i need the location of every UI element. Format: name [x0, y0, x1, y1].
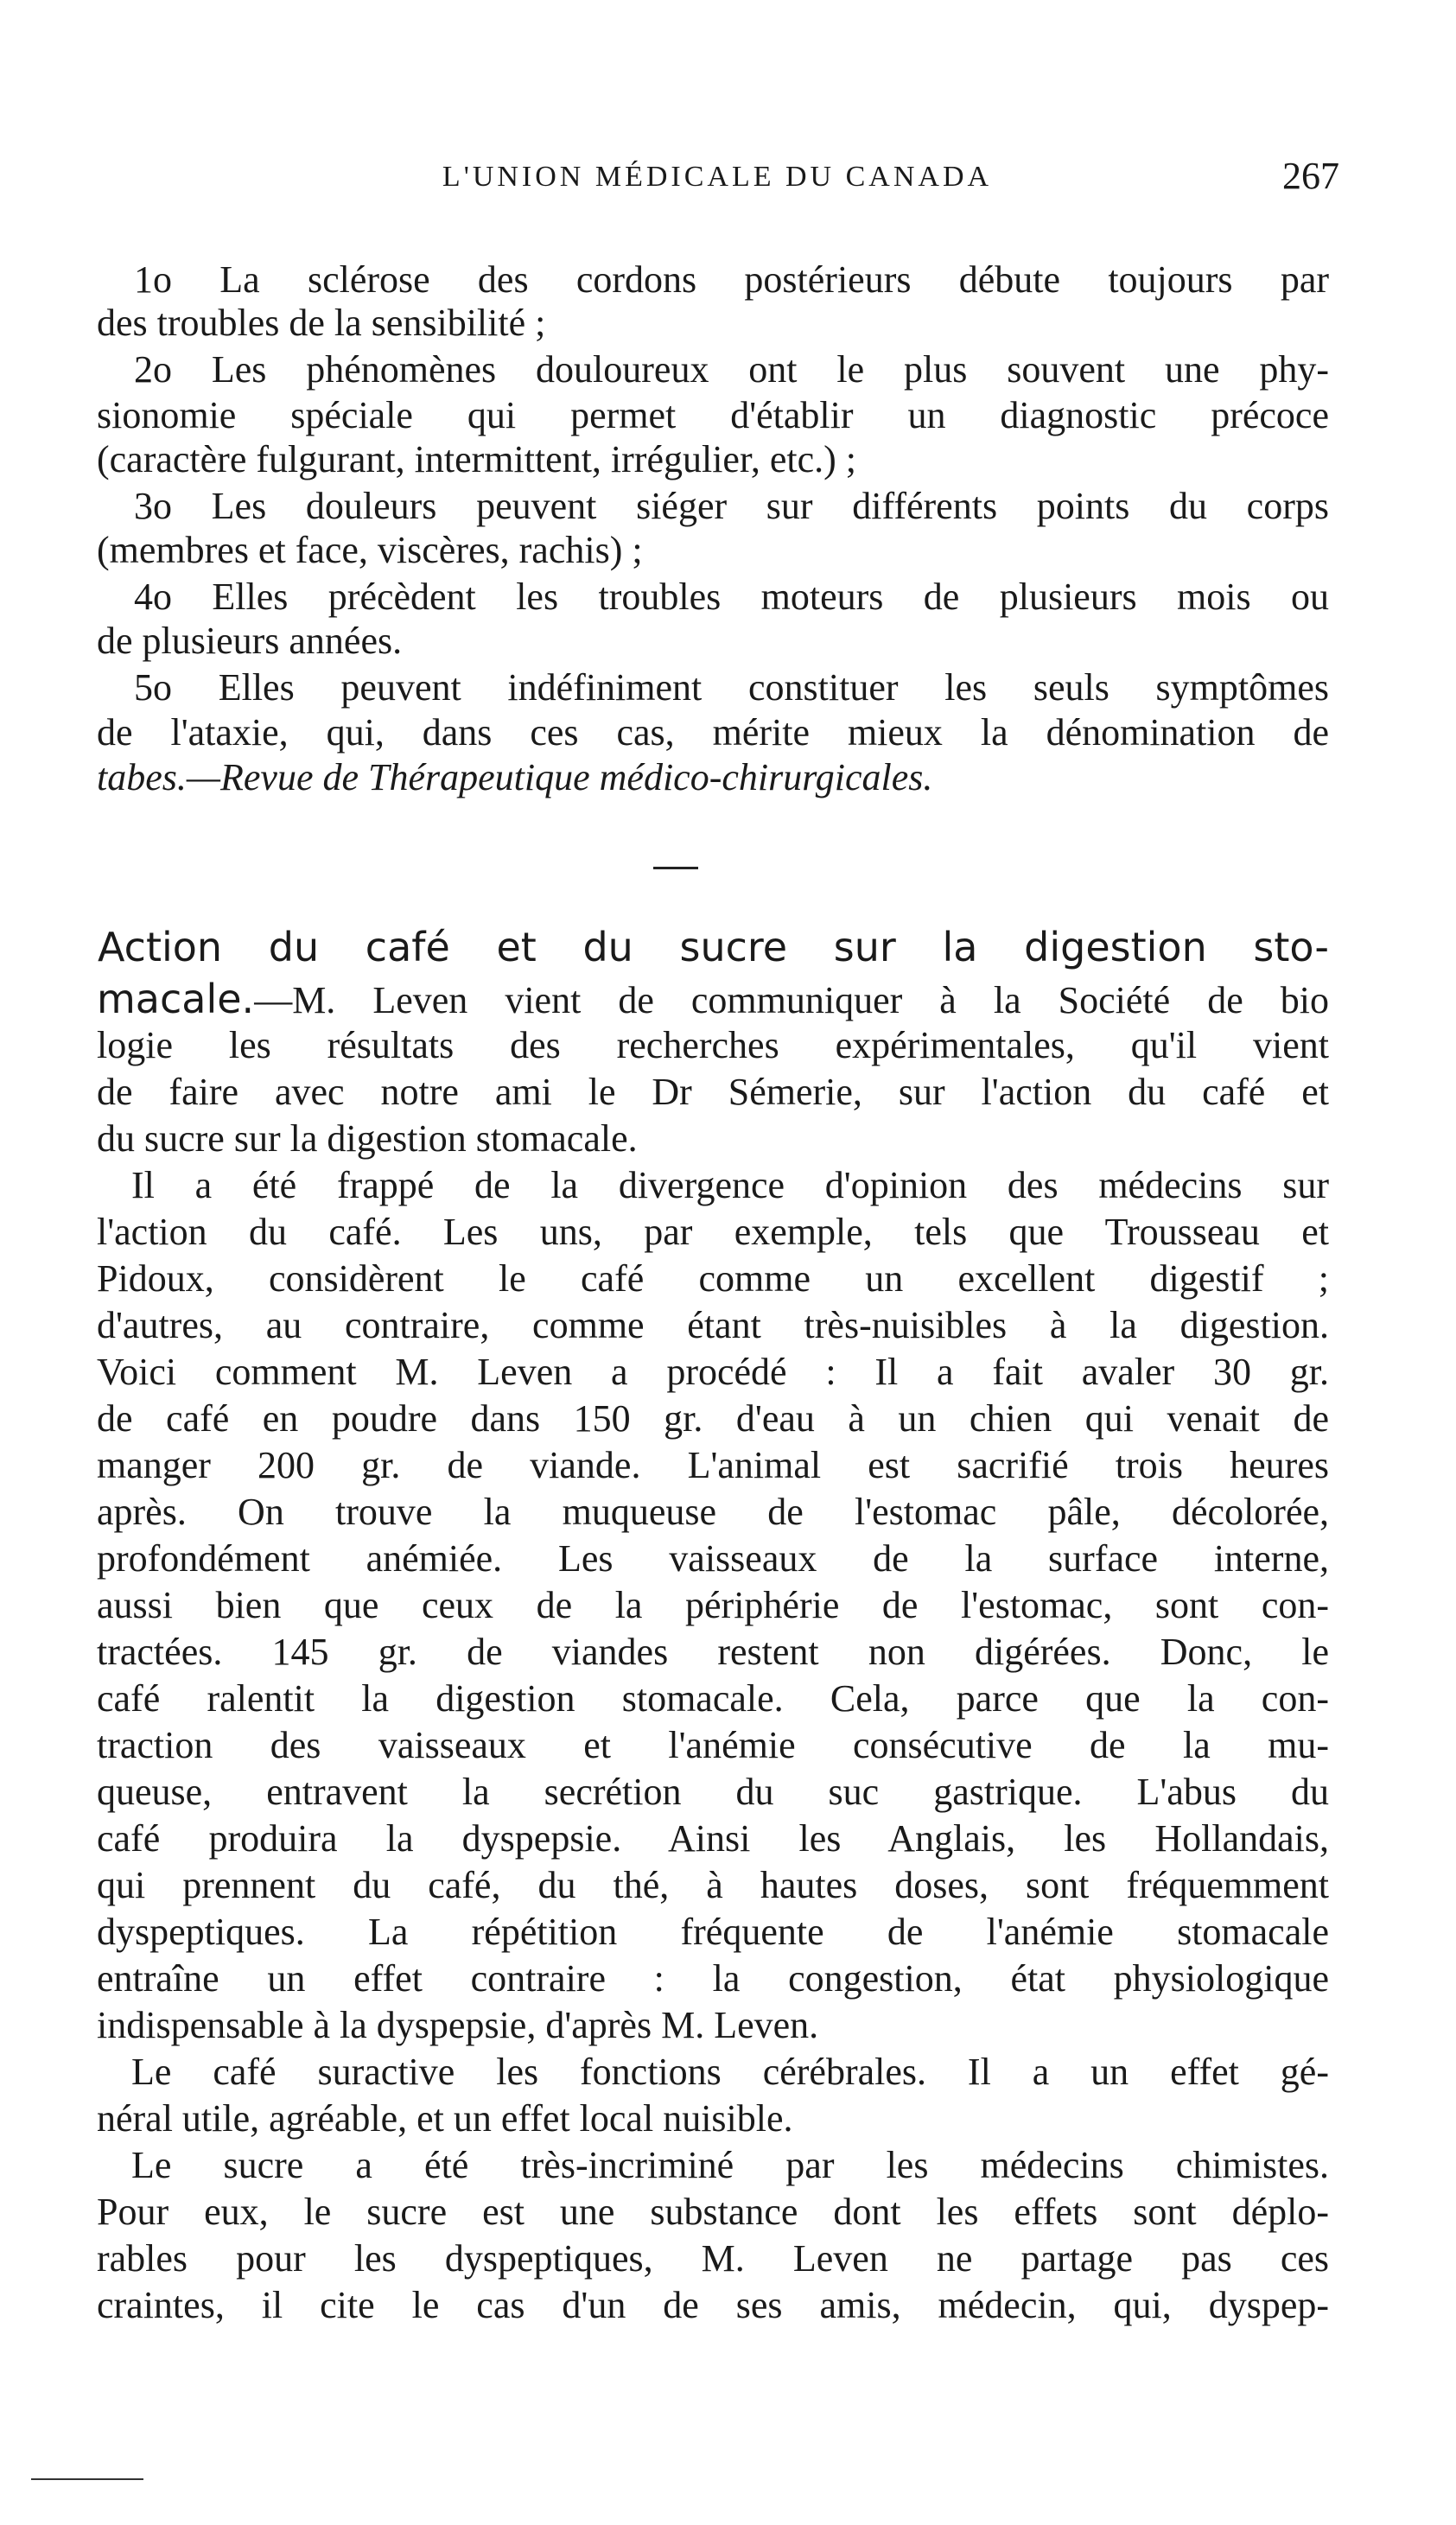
article-body-line: craintes, il cite le cas d'un de ses amis, médecin, qui, dyspep-: [97, 2284, 1329, 2326]
list-item-3-line-2: (membres et face, viscères, rachis) ;: [97, 529, 643, 571]
article-body-line: qui prennent du café, du thé, à hautes doses, sont fréquemment: [97, 1864, 1329, 1906]
article-heading: Action du café et du sucre sur la digestion sto-: [98, 924, 1329, 970]
article-heading-end: macale.: [97, 976, 255, 1022]
article-body-line: l'action du café. Les uns, par exemple, tels que Trousseau et: [97, 1211, 1329, 1253]
article-body-line: d'autres, au contraire, comme étant très-nuisibles à la digestion.: [97, 1304, 1329, 1346]
running-title: L'UNION MÉDICALE DU CANADA: [442, 161, 993, 193]
list-item-1-line-1: 1o La sclérose des cordons postérieurs débute toujours par: [134, 258, 1329, 301]
list-item-2-line-2: sionomie spéciale qui permet d'établir un diagnostic précoce: [97, 394, 1329, 436]
article-body-line: après. On trouve la muqueuse de l'estomac pâle, décolorée,: [97, 1491, 1329, 1533]
list-item-2-line-3: (caractère fulgurant, intermittent, irrégulier, etc.) ;: [97, 438, 857, 480]
citation-source: —Revue de Thérapeutique médico-chirurgicales.: [186, 756, 933, 798]
article-body-line: profondément anémiée. Les vaisseaux de la surface interne,: [97, 1537, 1329, 1580]
article-body-line: Il a été frappé de la divergence d'opinion des médecins sur: [131, 1164, 1329, 1206]
article-body-line: de faire avec notre ami le Dr Sémerie, sur l'action du café et: [97, 1071, 1329, 1113]
article-body-line: Voici comment M. Leven a procédé : Il a fait avaler 30 gr.: [97, 1351, 1329, 1393]
article-body-line: logie les résultats des recherches expérimentales, qu'il vient: [97, 1024, 1329, 1066]
article-body-line: rables pour les dyspeptiques, M. Leven ne partage pas ces: [97, 2237, 1329, 2280]
list-item-4-line-2: de plusieurs années.: [97, 620, 403, 662]
article-body-line: du sucre sur la digestion stomacale.: [97, 1117, 638, 1160]
article-body-line: manger 200 gr. de viande. L'animal est sacrifié trois heures: [97, 1444, 1329, 1486]
running-header: [95, 154, 1339, 206]
article-intro-line: [97, 976, 1329, 1021]
page-edge-mark: [31, 2478, 143, 2480]
article-body-line: café ralentit la digestion stomacale. Cela, parce que la con-: [97, 1677, 1329, 1720]
list-item-2-line-1: 2o Les phénomènes douloureux ont le plus souvent une phy-: [134, 348, 1329, 391]
article-body-line: Pour eux, le sucre est une substance dont les effets sont déplo-: [97, 2191, 1329, 2233]
section-divider: [653, 867, 698, 869]
list-item-4-line-1: 4o Elles précèdent les troubles moteurs de plusieurs mois ou: [134, 576, 1329, 618]
page-number: 267: [1282, 155, 1339, 197]
article-body-line: Le sucre a été très-incriminé par les médecins chimistes.: [131, 2144, 1329, 2186]
list-item-3-line-1: 3o Les douleurs peuvent siéger sur différents points du corps: [134, 485, 1329, 527]
list-item-5-line-2: de l'ataxie, qui, dans ces cas, mérite mieux la dénomination de: [97, 711, 1329, 754]
article-body-line: café produira la dyspepsie. Ainsi les Anglais, les Hollandais,: [97, 1817, 1329, 1860]
article-body-line: néral utile, agréable, et un effet local nuisible.: [97, 2097, 793, 2140]
article-body-line: tractées. 145 gr. de viandes restent non digérées. Donc, le: [97, 1631, 1329, 1673]
list-item-5-line-1: 5o Elles peuvent indéfiniment constituer les seuls symptômes: [134, 666, 1329, 709]
article-body-line: dyspeptiques. La répétition fréquente de l'anémie stomacale: [97, 1911, 1329, 1953]
article-body-line: Pidoux, considèrent le café comme un excellent digestif ;: [97, 1257, 1329, 1300]
article-body-line: traction des vaisseaux et l'anémie consécutive de la mu-: [97, 1724, 1329, 1766]
citation-term: tabes.: [97, 756, 187, 798]
article-body-line: indispensable à la dyspepsie, d'après M. Leven.: [97, 2004, 819, 2046]
article-body-line: de café en poudre dans 150 gr. d'eau à un chien qui venait de: [97, 1397, 1329, 1440]
article-body-line: Le café suractive les fonctions cérébrales. Il a un effet gé-: [131, 2051, 1329, 2093]
article-body-line: aussi bien que ceux de la périphérie de l'estomac, sont con-: [97, 1584, 1329, 1626]
list-item-1-line-2: des troubles de la sensibilité ;: [97, 302, 546, 344]
citation-line: [97, 755, 932, 800]
article-intro-text: —M. Leven vient de communiquer à la Société de bio: [254, 979, 1329, 1021]
article-body-line: queuse, entravent la secrétion du suc gastrique. L'abus du: [97, 1771, 1329, 1813]
article-body-line: entraîne un effet contraire : la congestion, état physiologique: [97, 1957, 1329, 2000]
